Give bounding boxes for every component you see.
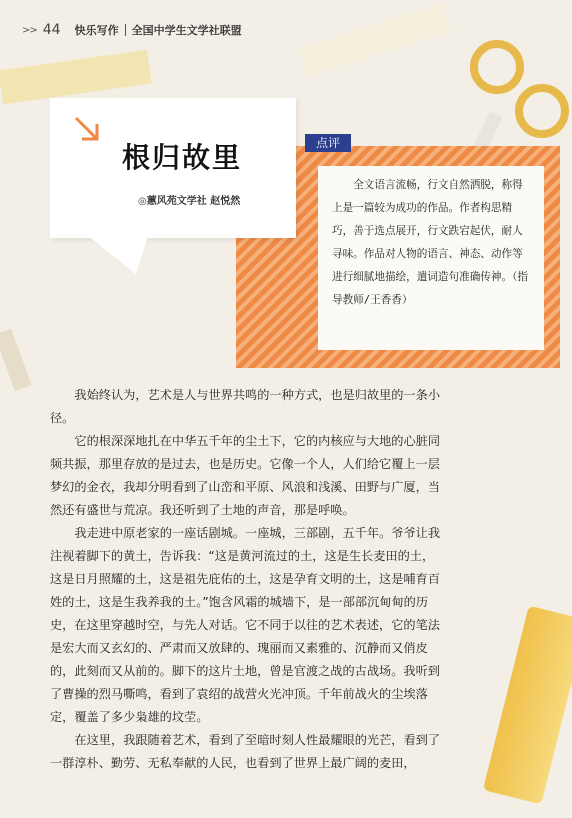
page-number: 44 (42, 22, 61, 38)
article-author: ◎蕙风苑文学社 赵悦然 (138, 196, 241, 207)
decorative-tape-top-right (299, 4, 450, 77)
article-title: 根归故里 (122, 141, 243, 174)
comment-box: 全文语言流畅，行文自然洒脱，称得上是一篇较为成功的作品。作者构思精巧，善于选点展开，行文跌宕起伏，耐人寻味。作品对人物的语言、神态、动作等进行细腻地描绘，遣词造句准确传神。（指导教师/王香香） (318, 166, 544, 350)
title-card (50, 98, 296, 238)
scissors-ring-left (470, 40, 524, 94)
article-paragraph: 在这里，我跟随着艺术，看到了至暗时刻人性最耀眼的光芒，看到了一群淳朴、勤劳、无私奉献的人民，也看到了世界上最广阔的麦田， (50, 733, 441, 770)
scissors-ring-right (515, 84, 569, 138)
comment-tag: 点评 (305, 134, 351, 152)
organization-name: 全国中学生文学社联盟 (131, 24, 242, 37)
page-header (22, 20, 242, 40)
decorative-tape-top (0, 50, 152, 105)
article-paragraph: 我走进中原老家的一座话剧城。一座城，三部剧，五千年。爷爷让我注视着脚下的黄土，告诉我：“这是黄河流过的土，这是生长麦田的土，这是日月照耀的土，这是祖先庇佑的土，这是孕育文明的土，这是哺育百姓的土，这是生我养我的土。”饱含风霜的城墙下，是一部部沉甸甸的历史，在这里穿越时空，与先人对话。它不同于以往的艺术表述，它的笔法是宏大而又玄幻的、严肃而又放肆的、瑰丽而又素雅的、沉静而又俏皮的，此刻而又从前的。脚下的这片土地，曾是官渡之战的古战场。我听到了曹操的烈马嘶鸣，看到了袁绍的战营火光冲顶。千年前战火的尘埃落定，覆盖了多少枭雄的坟茔。 (50, 526, 441, 724)
article-body (50, 384, 442, 775)
column-name: 快乐写作 (74, 24, 119, 37)
article-paragraph: 它的根深深地扎在中华五千年的尘土下，它的内核应与大地的心脏同频共振，那里存放的是过去，也是历史。它像一个人，人们给它覆上一层梦幻的金衣，我却分明看到了山峦和平原、风浪和浅溪、田野与广厦，当然还有盛世与荒凉。我还听到了土地的声音，那是呼唤。 (50, 434, 441, 517)
pencil-decoration (483, 606, 572, 805)
pencil-decoration-left (0, 329, 32, 392)
header-arrows: >> (22, 24, 37, 36)
header-divider (125, 24, 126, 36)
speech-bubble-tail (88, 236, 158, 276)
arrow-down-right-icon (72, 114, 102, 144)
article-paragraph: 我始终认为，艺术是人与世界共鸣的一种方式，也是归故里的一条小径。 (50, 388, 441, 425)
